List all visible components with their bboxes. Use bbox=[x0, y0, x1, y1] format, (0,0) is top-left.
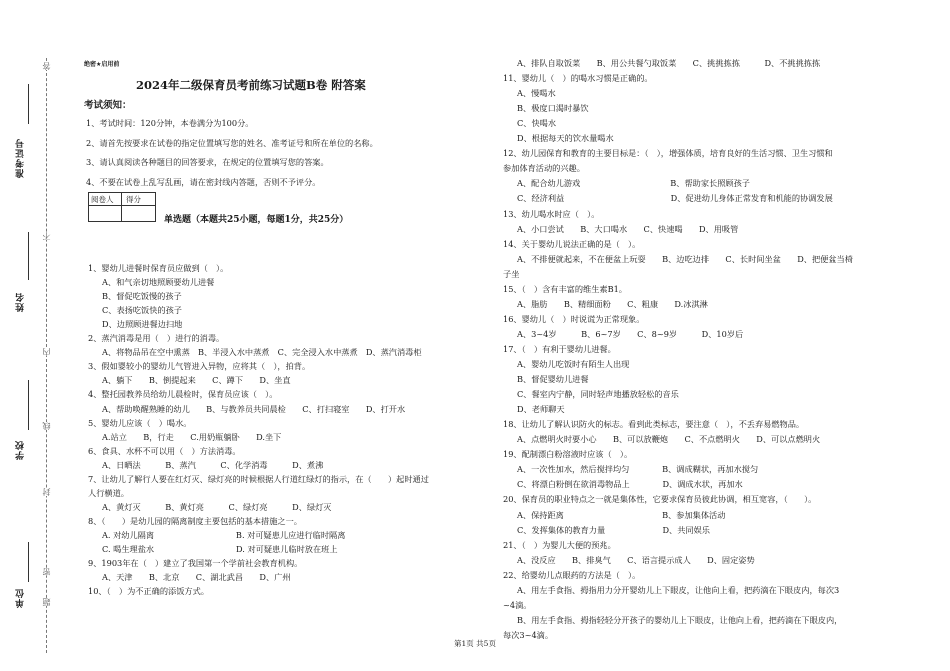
question-line: 3、假如婴较小的婴幼儿气管进入异物，应将其（ ），拍背。 bbox=[88, 361, 311, 372]
question-line: 8、（ ）是幼儿园的隔离制度主要包括的基本措施之一。 bbox=[88, 515, 302, 526]
section-heading: 单选题（本题共25小题，每题1分，共25分） bbox=[164, 215, 349, 225]
question-line: A. 对幼儿隔离 B. 对可疑患儿应进行临时隔离 bbox=[102, 529, 346, 540]
binding-field-exam-id: 准考证号 bbox=[16, 138, 26, 178]
question-line: A、天津 B、北京 C、湖北武昌 D、广州 bbox=[102, 572, 291, 583]
question-line: 每次3~4滴。 bbox=[503, 629, 554, 640]
question-line: A.站立 B，行走 C.用奶瓶躺卧 D.坐下 bbox=[102, 431, 282, 442]
question-line: 1、婴幼儿进餐时保育员应做到（ ）。 bbox=[88, 263, 229, 273]
question-line: A、躺下 B、倒提起来 C、蹲下 D、坐直 bbox=[102, 375, 291, 386]
question-line: 子坐 bbox=[503, 268, 520, 279]
secret-label: 绝密★启用前 bbox=[84, 61, 120, 68]
question-line: A、保持距离 B、参加集体活动 bbox=[517, 509, 726, 520]
question-line: C、餐室内宁静，同时轻声地播放轻松的音乐 bbox=[517, 389, 679, 400]
question-line: 5、婴幼儿应该（ ）喝水。 bbox=[88, 417, 192, 428]
question-line: 16、婴幼儿（ ）时说谎为正常现象。 bbox=[503, 313, 645, 324]
question-line: A、小口尝试 B、大口喝水 C、快速喝 D、用吸管 bbox=[517, 223, 739, 234]
page-footer: 第1页 共5页 bbox=[454, 639, 496, 648]
school-line bbox=[28, 380, 29, 430]
question-line: 2、蒸汽消毒是用（ ）进行的消毒。 bbox=[88, 333, 225, 344]
question-line: A、用左手食指、拇指用力分开婴幼儿上下眼皮，让他向上看，把药滴在下眼皮内，每次3 bbox=[517, 584, 840, 595]
question-line: 4、整托园教养员给幼儿晨检时，保育员应该（ ）。 bbox=[88, 389, 278, 400]
question-line: D、边照顾进餐边扫地 bbox=[102, 319, 183, 330]
binding-mark: 不 bbox=[42, 232, 51, 240]
binding-mark: 答 bbox=[42, 62, 51, 70]
question-line: A、点燃明火时要小心 B、可以放鞭炮 C、不点燃明火 D、可以点燃明火 bbox=[517, 434, 821, 445]
question-line: 21、（ ）为婴儿大便的预兆。 bbox=[503, 539, 616, 550]
score-box-grader-label: 阅卷人 bbox=[91, 195, 114, 204]
name-line bbox=[28, 232, 29, 280]
question-line: C、快喝水 bbox=[517, 118, 557, 129]
exam-id-line bbox=[28, 84, 29, 124]
question-line: B、用左手食指、拇指轻轻分开孩子的婴幼儿上下眼皮，让他向上看，把药滴在下眼皮内， bbox=[517, 614, 843, 625]
question-line: B、极度口渴时暴饮 bbox=[517, 103, 589, 114]
question-line: A、黄灯灭 B、黄灯亮 C、绿灯亮 D、绿灯灭 bbox=[102, 501, 332, 512]
notice-item: 1、考试时间：120分钟，本卷满分为100分。 bbox=[86, 118, 254, 128]
question-line: 10、（ ）为不正确的添饭方式。 bbox=[88, 586, 209, 597]
question-line: B、督促婴幼儿进餐 bbox=[517, 374, 589, 385]
question-line: A、排队自取饭菜 B、用公共餐勺取饭菜 C、挑挑拣拣 D、不挑挑拣拣 bbox=[517, 58, 821, 68]
notice-item: 4、不要在试卷上乱写乱画，请在密封线内答题，否则不予评分。 bbox=[86, 177, 321, 187]
question-line: 9、1903年在（ ）建立了我国第一个学前社会教育机构。 bbox=[88, 558, 303, 569]
score-box bbox=[88, 192, 156, 222]
question-line: A、不排便就起来，不在便盆上玩耍 B、边吃边排 C、长时间坐盆 D、把便盆当椅 bbox=[517, 253, 853, 264]
question-line: 12、幼儿园保育和教育的主要目标是：（ ），增强体质，培育良好的生活习惯、卫生习惯和 bbox=[503, 148, 833, 159]
question-line: A、婴幼儿吃饭时有陌生人出现 bbox=[517, 359, 630, 369]
question-line: 14、关于婴幼儿说法正确的是（ ）。 bbox=[503, 238, 641, 249]
unit-line bbox=[28, 542, 29, 582]
question-line: C. 喝生理盐水 D. 对可疑患儿临时放在班上 bbox=[102, 544, 338, 554]
question-line: 18、让幼儿了解认识防火的标志。看到此类标志，要注意（ ），不丢弃易燃物品。 bbox=[503, 419, 805, 430]
page-title: 2024年二级保育员考前练习试题B卷 附答案 bbox=[136, 78, 366, 92]
question-line: A、配合幼儿游戏 B、帮助家长照顾孩子 bbox=[517, 178, 750, 189]
question-line: A、一次性加水，然后搅拌均匀 B、调成糊状，再加水搅匀 bbox=[517, 464, 759, 475]
question-line: 20、保育员的职业特点之一就是集体性，它要求保育员彼此协调，相互宽容，（ ）。 bbox=[503, 494, 817, 505]
binding-mark: 线 bbox=[42, 422, 51, 430]
binding-mark: 题 bbox=[42, 598, 51, 606]
notice-heading: 考试须知： bbox=[84, 100, 132, 111]
binding-mark: 密 bbox=[42, 568, 51, 576]
question-line: A、没反应 B、排臭气 C、语言提示成人 D、固定姿势 bbox=[517, 554, 755, 565]
question-line: D、根据每天的饮水量喝水 bbox=[517, 133, 614, 144]
question-line: D、老师聊天 bbox=[517, 404, 565, 415]
question-line: A、脂肪 B、精细面粉 C、粗康 D.冰淇淋 bbox=[517, 298, 708, 309]
question-line: C、发挥集体的教育力量 D、共同娱乐 bbox=[517, 524, 710, 535]
score-box-score-label: 得分 bbox=[126, 195, 141, 204]
binding-mark: 内 bbox=[42, 348, 51, 356]
binding-field-name: 姓名 bbox=[16, 292, 26, 312]
binding-field-school: 学校 bbox=[16, 440, 26, 460]
question-line: 6、食具、水杯不可以用（ ）方法消毒。 bbox=[88, 445, 241, 456]
binding-margin bbox=[0, 0, 62, 671]
question-line: ~4滴。 bbox=[503, 599, 532, 610]
question-line: B、督促吃饭慢的孩子 bbox=[102, 291, 182, 302]
question-line: C、将漂白粉倒在欲消毒物品上 D、调成水状，再加水 bbox=[517, 479, 743, 490]
question-line: C、表扬吃饭快的孩子 bbox=[102, 305, 182, 316]
question-line: A、3~4岁 B、6~7岁 C、8~9岁 D、10岁后 bbox=[517, 328, 744, 339]
question-line: A、日晒法 B、蒸汽 C、化学消毒 D、煮沸 bbox=[102, 459, 324, 470]
binding-mark: 封 bbox=[42, 488, 51, 496]
question-line: A、将物品吊在空中熏蒸 B、半浸入水中蒸煮 C、完全浸入水中蒸煮 D、蒸汽消毒柜 bbox=[102, 347, 422, 358]
question-line: 人行横道。 bbox=[88, 487, 129, 498]
question-line: A、帮助唤醒熟睡的幼儿 B、与教养员共同晨检 C、打扫寝室 D、打开水 bbox=[102, 403, 406, 414]
notice-item: 2、请首先按要求在试卷的指定位置填写您的姓名、准考证号和所在单位的名称。 bbox=[86, 138, 378, 148]
question-line: 19、配制漂白粉溶液时应该（ ）。 bbox=[503, 449, 633, 460]
question-line: 7、让幼儿了解行人要在红灯灭、绿灯亮的时候根据人行道红绿灯的指示，在（ ）起时通过 bbox=[88, 473, 429, 484]
question-line: 参加体育活动的兴趣。 bbox=[503, 163, 585, 174]
question-line: A、和气亲切地照顾要幼儿进餐 bbox=[102, 277, 215, 288]
question-line: 11、婴幼儿（ ）的喝水习惯是正确的。 bbox=[503, 73, 653, 84]
binding-field-unit: 单位 bbox=[16, 588, 26, 608]
question-line: 22、给婴幼儿点眼药的方法是（ ）。 bbox=[503, 569, 641, 580]
notice-item: 3、请认真阅读各种题目的回答要求，在规定的位置填写您的答案。 bbox=[86, 157, 329, 167]
question-line: 17、（ ）有利于婴幼儿进餐。 bbox=[503, 343, 616, 354]
question-line: A、慢喝水 bbox=[517, 88, 556, 99]
question-line: C、经济利益 D、促进幼儿身体正常发育和机能的协调发展 bbox=[517, 193, 833, 204]
question-line: 13、幼儿喝水时应（ ）。 bbox=[503, 208, 600, 219]
question-line: 15、（ ）含有丰富的维生素B1。 bbox=[503, 283, 627, 294]
